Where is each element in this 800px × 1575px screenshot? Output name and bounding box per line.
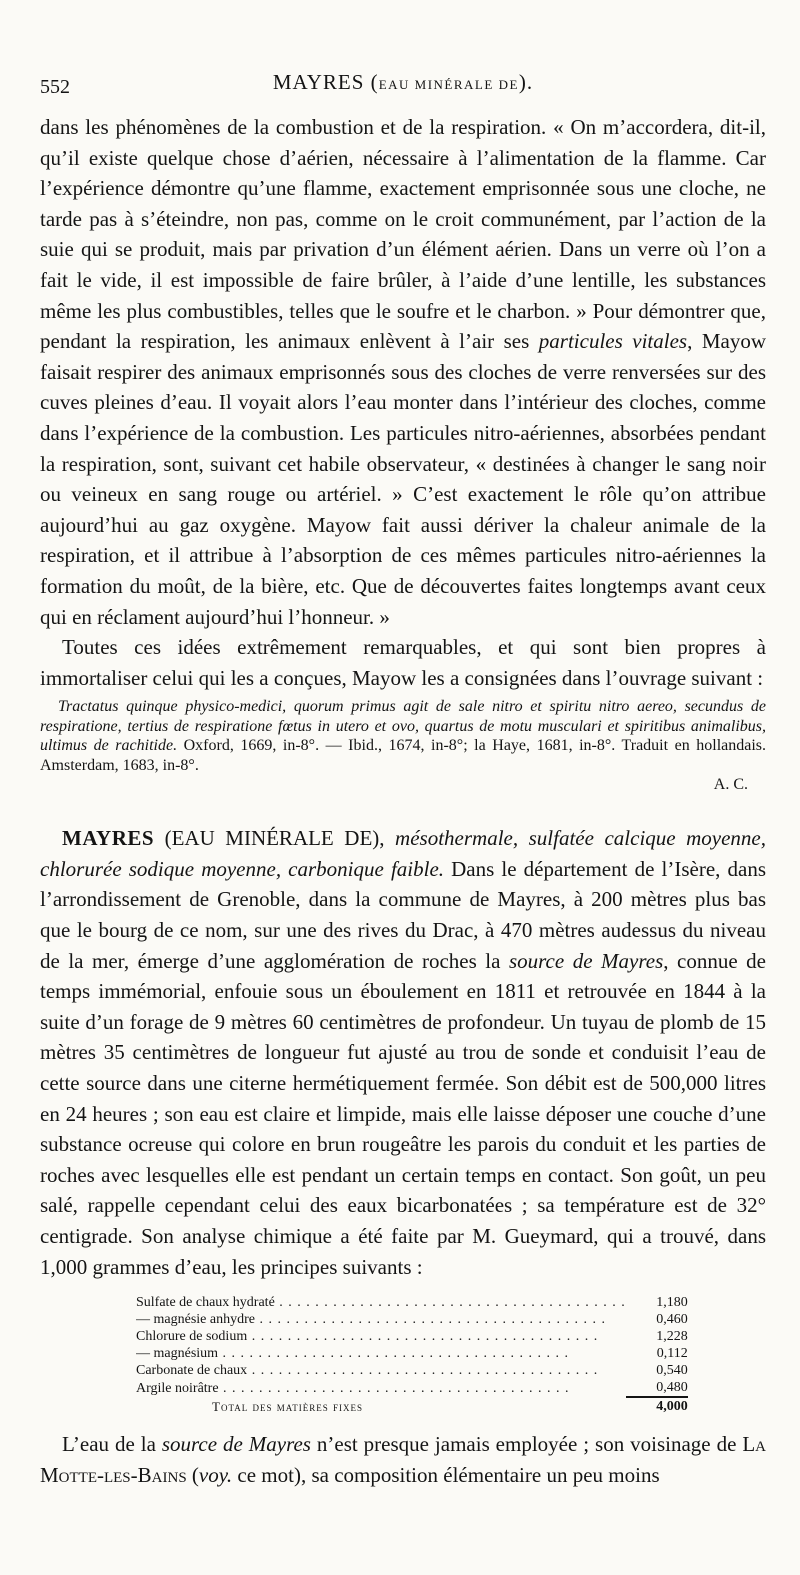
paragraph-ouvrage: Toutes ces idées extrêmement remarquables, et qui sont bien propres à immortaliser celui qui les a conçues, Mayow les a consignées dans l’ouvrage suivant :: [40, 635, 766, 690]
page-body: [40, 112, 766, 1490]
analysis-value: 1,180: [656, 1295, 688, 1311]
entry-mayres: [40, 823, 766, 1282]
bibliography-title: Tractatus quinque physico-medici, quorum primus agit de sale nitro et spiritu nitro aereo, secundus de respiratione, tertius de respiratione fœtus in utero et ovo, quartus de motu musculari et spiritibus animalibus, ultimus de rachitide.: [40, 698, 766, 755]
page-header: [40, 70, 766, 110]
paragraph-last: [40, 1429, 766, 1490]
table-row: [136, 1379, 688, 1397]
running-title-end: ).: [518, 70, 534, 94]
entry-headword: MAYRES: [62, 826, 155, 851]
p1-text-end: , Mayow faisait respirer des animaux emprisonnés sous des cloches de verre renversées sur des cuves pleines d’eau. Il voyait alors l’eau monter dans l’intérieur des cloches, comme dans l’expérience de la combustion. Les particules nitro-aériennes, absorbées pendant la respiration, sont, suivant cet habile observateur, « destinées à changer le sang noir ou veineux en sang rouge ou artériel. » C’est exactement le rôle qu’on attribue aujourd’hui au gaz oxygène. Mayow fait aussi dériver la chaleur animale de la respiration, et il attribue à l’absorption de ces mêmes particules nitro-aériennes la formation du moût, de la bière, etc. Que de découvertes faites longtemps avant ceux qui en réclament aujourd’hui l’honneur. »: [40, 329, 766, 629]
entry-paren-open: (E: [154, 826, 185, 851]
entry-paren-sc: AU MINÉRALE DE: [184, 826, 373, 851]
analysis-name: Chlorure de sodium . . .: [136, 1328, 626, 1345]
last-emphasis-1: source de Mayres: [161, 1432, 311, 1457]
total-label: Total des matières fixes: [212, 1398, 363, 1414]
running-title: [40, 70, 766, 95]
last-text-2: n’est presque jamais employée ; son voisinage de: [310, 1432, 743, 1457]
analysis-value: 0,112: [656, 1346, 688, 1362]
analysis-name: Argile noirâtre . . .: [136, 1379, 626, 1397]
table-row: [136, 1311, 688, 1328]
table-total-row: [136, 1397, 688, 1415]
last-text-4: ce mot), sa composition élémentaire un peu moins: [232, 1462, 660, 1487]
table-row: [136, 1345, 688, 1362]
entry-text-1: Dans le département de l’Isère, dans l’arrondissement de Grenoble, dans la commune de Mayres, à 200 mètres plus bas que le bourg de ce nom, sur une des rives du Drac, à 470 mètres audessus du niveau de la mer, émerge d’une agglomération de roches la: [40, 856, 766, 973]
table-row: [136, 1294, 688, 1311]
analysis-name: — magnésie anhydre . . .: [136, 1311, 626, 1328]
author-signature: A. C.: [713, 776, 748, 794]
entry-source-name: source de Mayres: [508, 948, 664, 973]
analysis-value: 0,480: [656, 1380, 688, 1396]
paragraph-continuation: [40, 112, 766, 632]
p1-emphasis: particules vitales: [538, 329, 688, 354]
running-title-sc: EAU MINÉRALE DE: [378, 77, 519, 92]
analysis-value: 0,460: [656, 1312, 688, 1328]
running-title-main: MAYRES (: [272, 70, 379, 94]
analysis-name: Sulfate de chaux hydraté . . .: [136, 1294, 626, 1311]
table-row: [136, 1328, 688, 1345]
entry-text-2: , connue de temps immémorial, enfouie sous un éboulement en 1811 et retrouvée en 1844 à la suite d’un forage de 9 mètres 60 centimètres de profondeur. Un tuyau de plomb de 15 mètres 35 centimètres de longueur fut ajusté au trou de sonde et conduisit l’eau de cette source dans une citerne hermétiquement fermée. Son débit est de 500,000 litres en 24 heures ; son eau est claire et limpide, mais elle laisse déposer une couche d’une substance ocreuse qui colore en brun rougeâtre les parois du conduit et les parties de roches avec lesquelles elle est pendant un certain temps en contact. Son goût, un peu salé, rappelle cependant celui des eaux bicarbonatées ; sa température est de 32° centigrade. Son analyse chimique a été faite par M. Gueymard, qui a trouvé, dans 1,000 grammes d’eau, les principes suivants :: [40, 948, 766, 1279]
table-row: [136, 1362, 688, 1379]
bibliography: [40, 697, 766, 775]
last-emphasis-2: voy.: [198, 1462, 233, 1487]
last-text-1: L’eau de la: [62, 1432, 162, 1457]
analysis-value: 0,540: [656, 1363, 688, 1379]
p1-text: dans les phénomènes de la combustion et de la respiration. « On m’accordera, dit-il, qu’il existe quelque chose d’aérien, nécessaire à l’alimentation de la flamme. Car l’expérience démontre qu’une flamme, exactement emprisonnée sous une cloche, ne tarde pas à s’éteindre, non pas, comme on le croit communément, par l’action de la suie qui se produit, mais par privation d’un élément aérien. Dans un verre où l’on a fait le vide, il est impossible de faire brûler, à l’aide d’une lentille, les substances même les plus combustibles, telles que le soufre et le charbon. » Pour démontrer que, pendant la respiration, les animaux enlèvent à l’air ses: [40, 115, 766, 354]
last-place-name: La Motte-les-Bains: [40, 1432, 767, 1487]
bibliography-details: Oxford, 1669, in-8°. — Ibid., 1674, in-8°; la Haye, 1681, in-8°. Traduit en hollandais. Amsterdam, 1683, in-8°.: [40, 737, 767, 774]
analysis-name: Carbonate de chaux . . .: [136, 1362, 626, 1379]
analysis-value: 1,228: [656, 1329, 688, 1345]
page-number: 552: [40, 76, 70, 98]
analysis-table: [136, 1294, 688, 1415]
analysis-name: — magnésium . . .: [136, 1345, 626, 1362]
entry-qualifiers: mésothermale, sulfatée calcique moyenne, chlorurée sodique moyenne, carbonique faible.: [40, 826, 766, 881]
total-value: 4,000: [626, 1397, 688, 1415]
last-text-3: (: [186, 1462, 199, 1487]
entry-paren-close: ),: [372, 826, 396, 851]
